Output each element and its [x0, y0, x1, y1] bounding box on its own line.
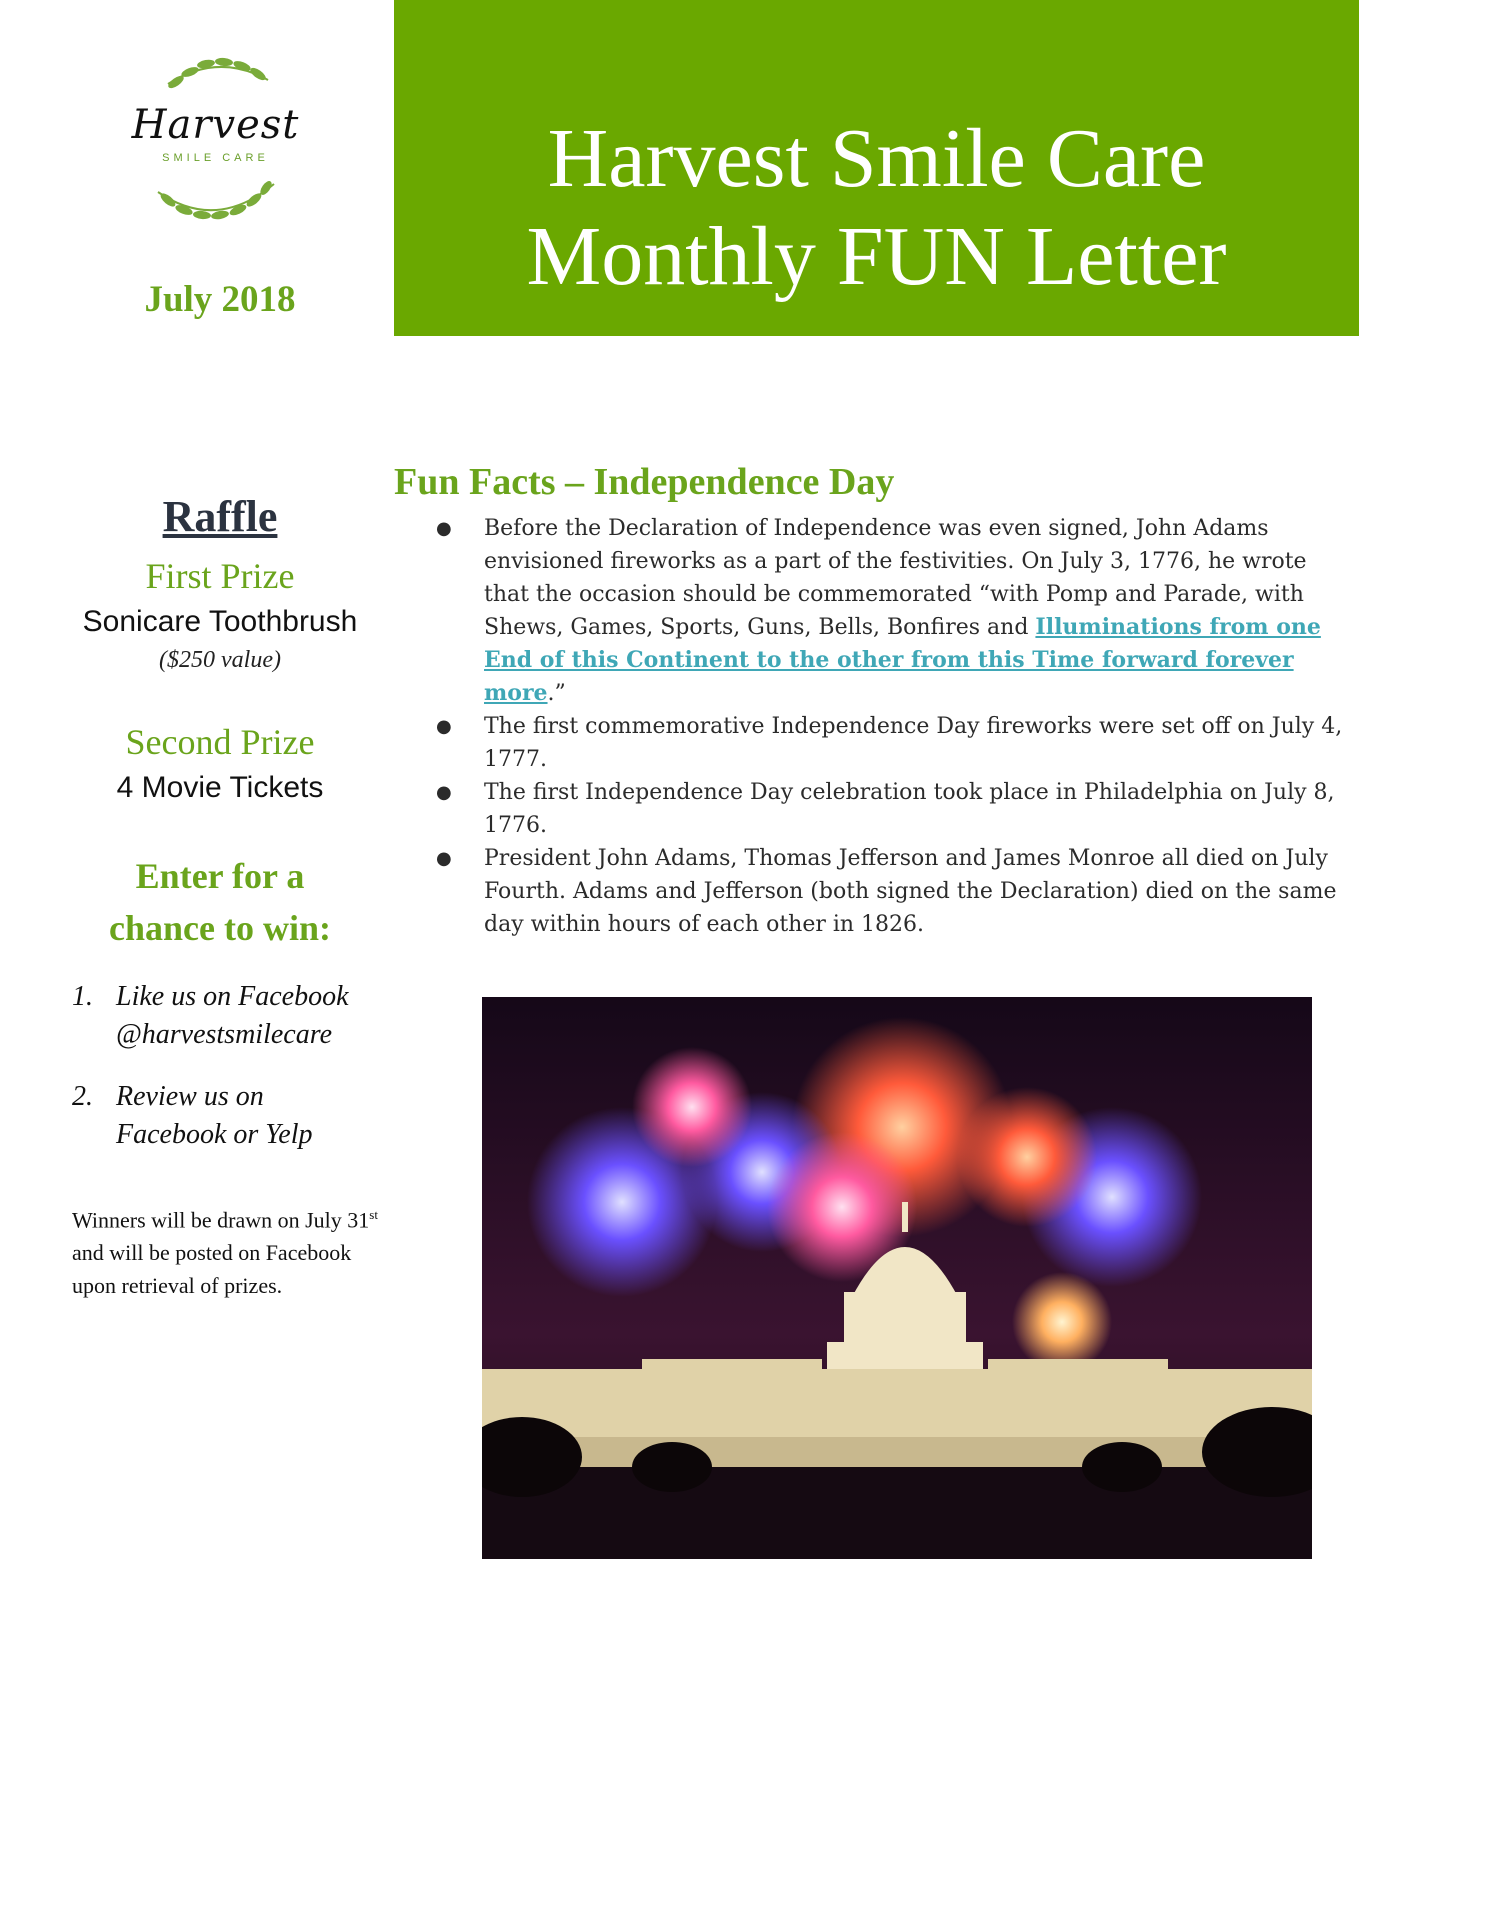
- banner-line-1: Harvest Smile Care: [547, 112, 1206, 205]
- list-item: [436, 776, 1356, 842]
- entry-steps: [72, 978, 392, 1154]
- logo-tagline: SMILE CARE: [162, 152, 269, 164]
- fact-text: President John Adams, Thomas Jefferson and James Monroe all died on July Fourth. Adams and Jefferson (both signed the Declaration) died on the same day within hours of each other in 1826.: [484, 846, 1337, 937]
- fact-text-end: .”: [547, 681, 566, 706]
- enter-title-line-2: chance to win:: [109, 908, 331, 948]
- step-number: 2.: [72, 1081, 93, 1112]
- winners-note: [72, 1198, 392, 1302]
- harvest-logo: [128, 52, 303, 224]
- first-prize-name: Sonicare Toothbrush: [82, 605, 358, 638]
- list-item: [72, 1078, 392, 1154]
- list-item: [436, 512, 1356, 710]
- raffle-title: Raffle: [162, 492, 278, 541]
- fun-facts-list: [436, 512, 1356, 941]
- step-text: Facebook or Yelp: [116, 1119, 313, 1150]
- list-item: [436, 842, 1356, 941]
- step-text: Like us on Facebook: [116, 981, 349, 1012]
- fun-facts-heading: Fun Facts – Independence Day: [394, 461, 895, 503]
- winners-note-sup: st: [369, 1207, 378, 1222]
- raffle-sidebar: [60, 490, 380, 954]
- bullet-icon: ●: [436, 716, 452, 737]
- second-prize-name: 4 Movie Tickets: [116, 771, 324, 804]
- fireworks-capitol-image: [482, 997, 1312, 1559]
- step-number: 1.: [72, 981, 93, 1012]
- banner-line-2: Monthly FUN Letter: [526, 210, 1227, 303]
- step-text: @harvestsmilecare: [116, 1019, 333, 1050]
- winners-note-text: Winners will be drawn on July 31: [72, 1207, 370, 1233]
- issue-date: July 2018: [144, 279, 296, 320]
- bullet-icon: ●: [436, 848, 452, 869]
- logo-wordmark: Harvest: [131, 102, 300, 148]
- bullet-icon: ●: [436, 518, 452, 539]
- fact-text: The first commemorative Independence Day fireworks were set off on July 4, 1777.: [484, 714, 1343, 772]
- step-text: Review us on: [116, 1081, 264, 1112]
- list-item: [72, 978, 392, 1054]
- bullet-icon: ●: [436, 782, 452, 803]
- second-prize-label: Second Prize: [125, 722, 315, 762]
- page-title: [394, 110, 1359, 306]
- illuminations-link[interactable]: Illuminations from one End of this Continent to the other from this Time forward forever more: [484, 614, 1321, 706]
- fact-text: The first Independence Day celebration took place in Philadelphia on July 8, 1776.: [484, 780, 1335, 838]
- enter-title-line-1: Enter for a: [135, 856, 305, 896]
- winners-note-text-end: and will be posted on Facebook upon retrieval of prizes.: [72, 1240, 352, 1299]
- first-prize-value: ($250 value): [159, 647, 281, 673]
- list-item: [436, 710, 1356, 776]
- header-banner: [394, 0, 1359, 336]
- fact-text: Before the Declaration of Independence was even signed, John Adams envisioned fireworks as a part of the festivities. On July 3, 1776, he wrote that the occasion should be commemorated “with Pomp and Parade, with Shews, Games, Sports, Guns, Bells, Bonfires and: [484, 516, 1307, 640]
- first-prize-label: First Prize: [145, 556, 295, 596]
